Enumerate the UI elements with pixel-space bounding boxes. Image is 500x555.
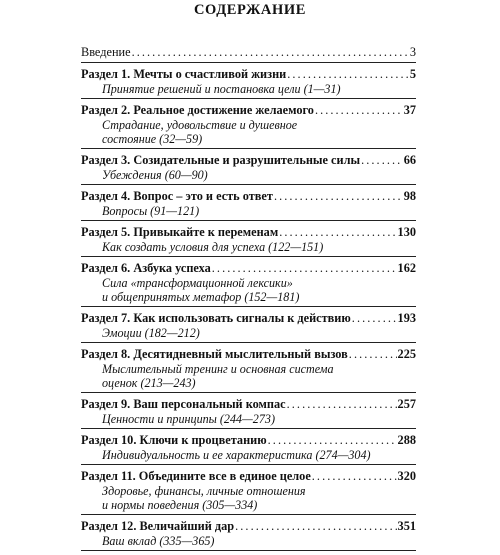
toc-entry-section-4 — [81, 189, 416, 204]
divider — [81, 550, 416, 551]
toc-entry-section-12 — [81, 519, 416, 534]
divider — [81, 256, 416, 257]
dot-leader — [312, 469, 397, 484]
toc-entry-page: 225 — [397, 347, 416, 361]
toc-entry-subtitle: Индивидуальность и ее характеристика (274—304) — [102, 448, 371, 462]
divider — [81, 220, 416, 221]
toc-entry-subtitle: Здоровье, финансы, личные отношения — [102, 484, 306, 498]
divider — [81, 62, 416, 63]
divider — [81, 342, 416, 343]
toc-entry-section-7 — [81, 311, 416, 326]
toc-entry-page: 257 — [397, 397, 416, 411]
dot-leader — [287, 397, 397, 412]
divider — [81, 148, 416, 149]
divider — [81, 306, 416, 307]
toc-entry-section-8 — [81, 347, 416, 362]
toc-entry-page: 3 — [409, 45, 416, 59]
dot-leader — [268, 433, 397, 448]
divider — [81, 514, 416, 515]
toc-entry-label: Раздел 1. Мечты о счастливой жизни — [81, 67, 287, 81]
divider — [81, 428, 416, 429]
toc-entry-subtitle: Убеждения (60—90) — [102, 168, 208, 182]
toc-entry-page: 288 — [397, 433, 416, 447]
toc-entry-label: Раздел 4. Вопрос – это и есть ответ — [81, 189, 273, 203]
toc-entry-page: 66 — [403, 153, 416, 167]
toc-entry-section-2 — [81, 103, 416, 118]
toc-entry-label: Раздел 7. Как использовать сигналы к действию — [81, 311, 351, 325]
toc-entry-page: 193 — [397, 311, 416, 325]
toc-entry-subtitle: Вопросы (91—121) — [102, 204, 200, 218]
page-title: СОДЕРЖАНИЕ — [193, 2, 307, 18]
toc-entry-subtitle: и нормы поведения (305—334) — [102, 498, 258, 512]
toc-entry-subtitle: Как создать условия для успеха (122—151) — [102, 240, 324, 254]
toc-entry-label: Раздел 8. Десятидневный мыслительный вызов — [81, 347, 348, 361]
dot-leader — [274, 189, 403, 204]
dot-leader — [212, 261, 397, 276]
toc-entry-section-9 — [81, 397, 416, 412]
dot-leader — [349, 347, 397, 362]
toc-entry-label: Раздел 10. Ключи к процветанию — [81, 433, 267, 447]
toc-entry-page: 351 — [397, 519, 416, 533]
toc-entry-page: 130 — [397, 225, 416, 239]
toc-entry-section-6 — [81, 261, 416, 276]
toc-entry-subtitle: и общепринятых метафор (152—181) — [102, 290, 300, 304]
toc-entry-subtitle: Эмоции (182—212) — [102, 326, 200, 340]
dot-leader — [279, 225, 396, 240]
dot-leader — [315, 103, 403, 118]
toc-entry-subtitle: Ценности и принципы (244—273) — [102, 412, 275, 426]
toc-entry-section-10 — [81, 433, 416, 448]
divider — [81, 464, 416, 465]
toc-entry-subtitle: Страдание, удовольствие и душевное — [102, 118, 298, 132]
toc-entry-section-5 — [81, 225, 416, 240]
toc-entry-page: 37 — [403, 103, 416, 117]
toc-entry-intro — [81, 45, 416, 60]
toc-sections — [81, 67, 416, 551]
toc-entry-subtitle: состояние (32—59) — [102, 132, 203, 146]
toc-entry-page: 320 — [397, 469, 416, 483]
toc-entry-subtitle: Мыслительный тренинг и основная система — [102, 362, 334, 376]
toc-entry-section-1 — [81, 67, 416, 82]
toc-entry-subtitle: Сила «трансформационной лексики» — [102, 276, 293, 290]
toc-entry-page: 5 — [409, 67, 416, 81]
toc-entry-section-11 — [81, 469, 416, 484]
toc-entry-label: Раздел 9. Ваш персональный компас — [81, 397, 286, 411]
dot-leader — [287, 67, 409, 82]
divider — [81, 184, 416, 185]
toc-entry-subtitle: оценок (213—243) — [102, 376, 196, 390]
divider — [81, 98, 416, 99]
toc-entry-label: Раздел 3. Созидательные и разрушительные силы — [81, 153, 361, 167]
toc-entry-section-3 — [81, 153, 416, 168]
dot-leader — [235, 519, 396, 534]
toc-entry-subtitle: Ваш вклад (335—365) — [102, 534, 215, 548]
toc-entry-label: Раздел 5. Привыкайте к переменам — [81, 225, 279, 239]
toc-entry-label: Раздел 12. Величайший дар — [81, 519, 235, 533]
toc-entry-page: 162 — [397, 261, 416, 275]
toc-entry-page: 98 — [403, 189, 416, 203]
toc-entry-label: Раздел 6. Азбука успеха — [81, 261, 211, 275]
toc-entry-label: Раздел 11. Объедините все в единое целое — [81, 469, 311, 483]
toc-entry-label: Введение — [81, 45, 131, 59]
divider — [81, 392, 416, 393]
table-of-contents — [81, 45, 416, 555]
dot-leader — [361, 153, 403, 168]
toc-entry-subtitle: Принятие решений и постановка цели (1—31) — [102, 82, 341, 96]
dot-leader — [352, 311, 397, 326]
dot-leader — [132, 45, 409, 60]
toc-entry-label: Раздел 2. Реальное достижение желаемого — [81, 103, 314, 117]
